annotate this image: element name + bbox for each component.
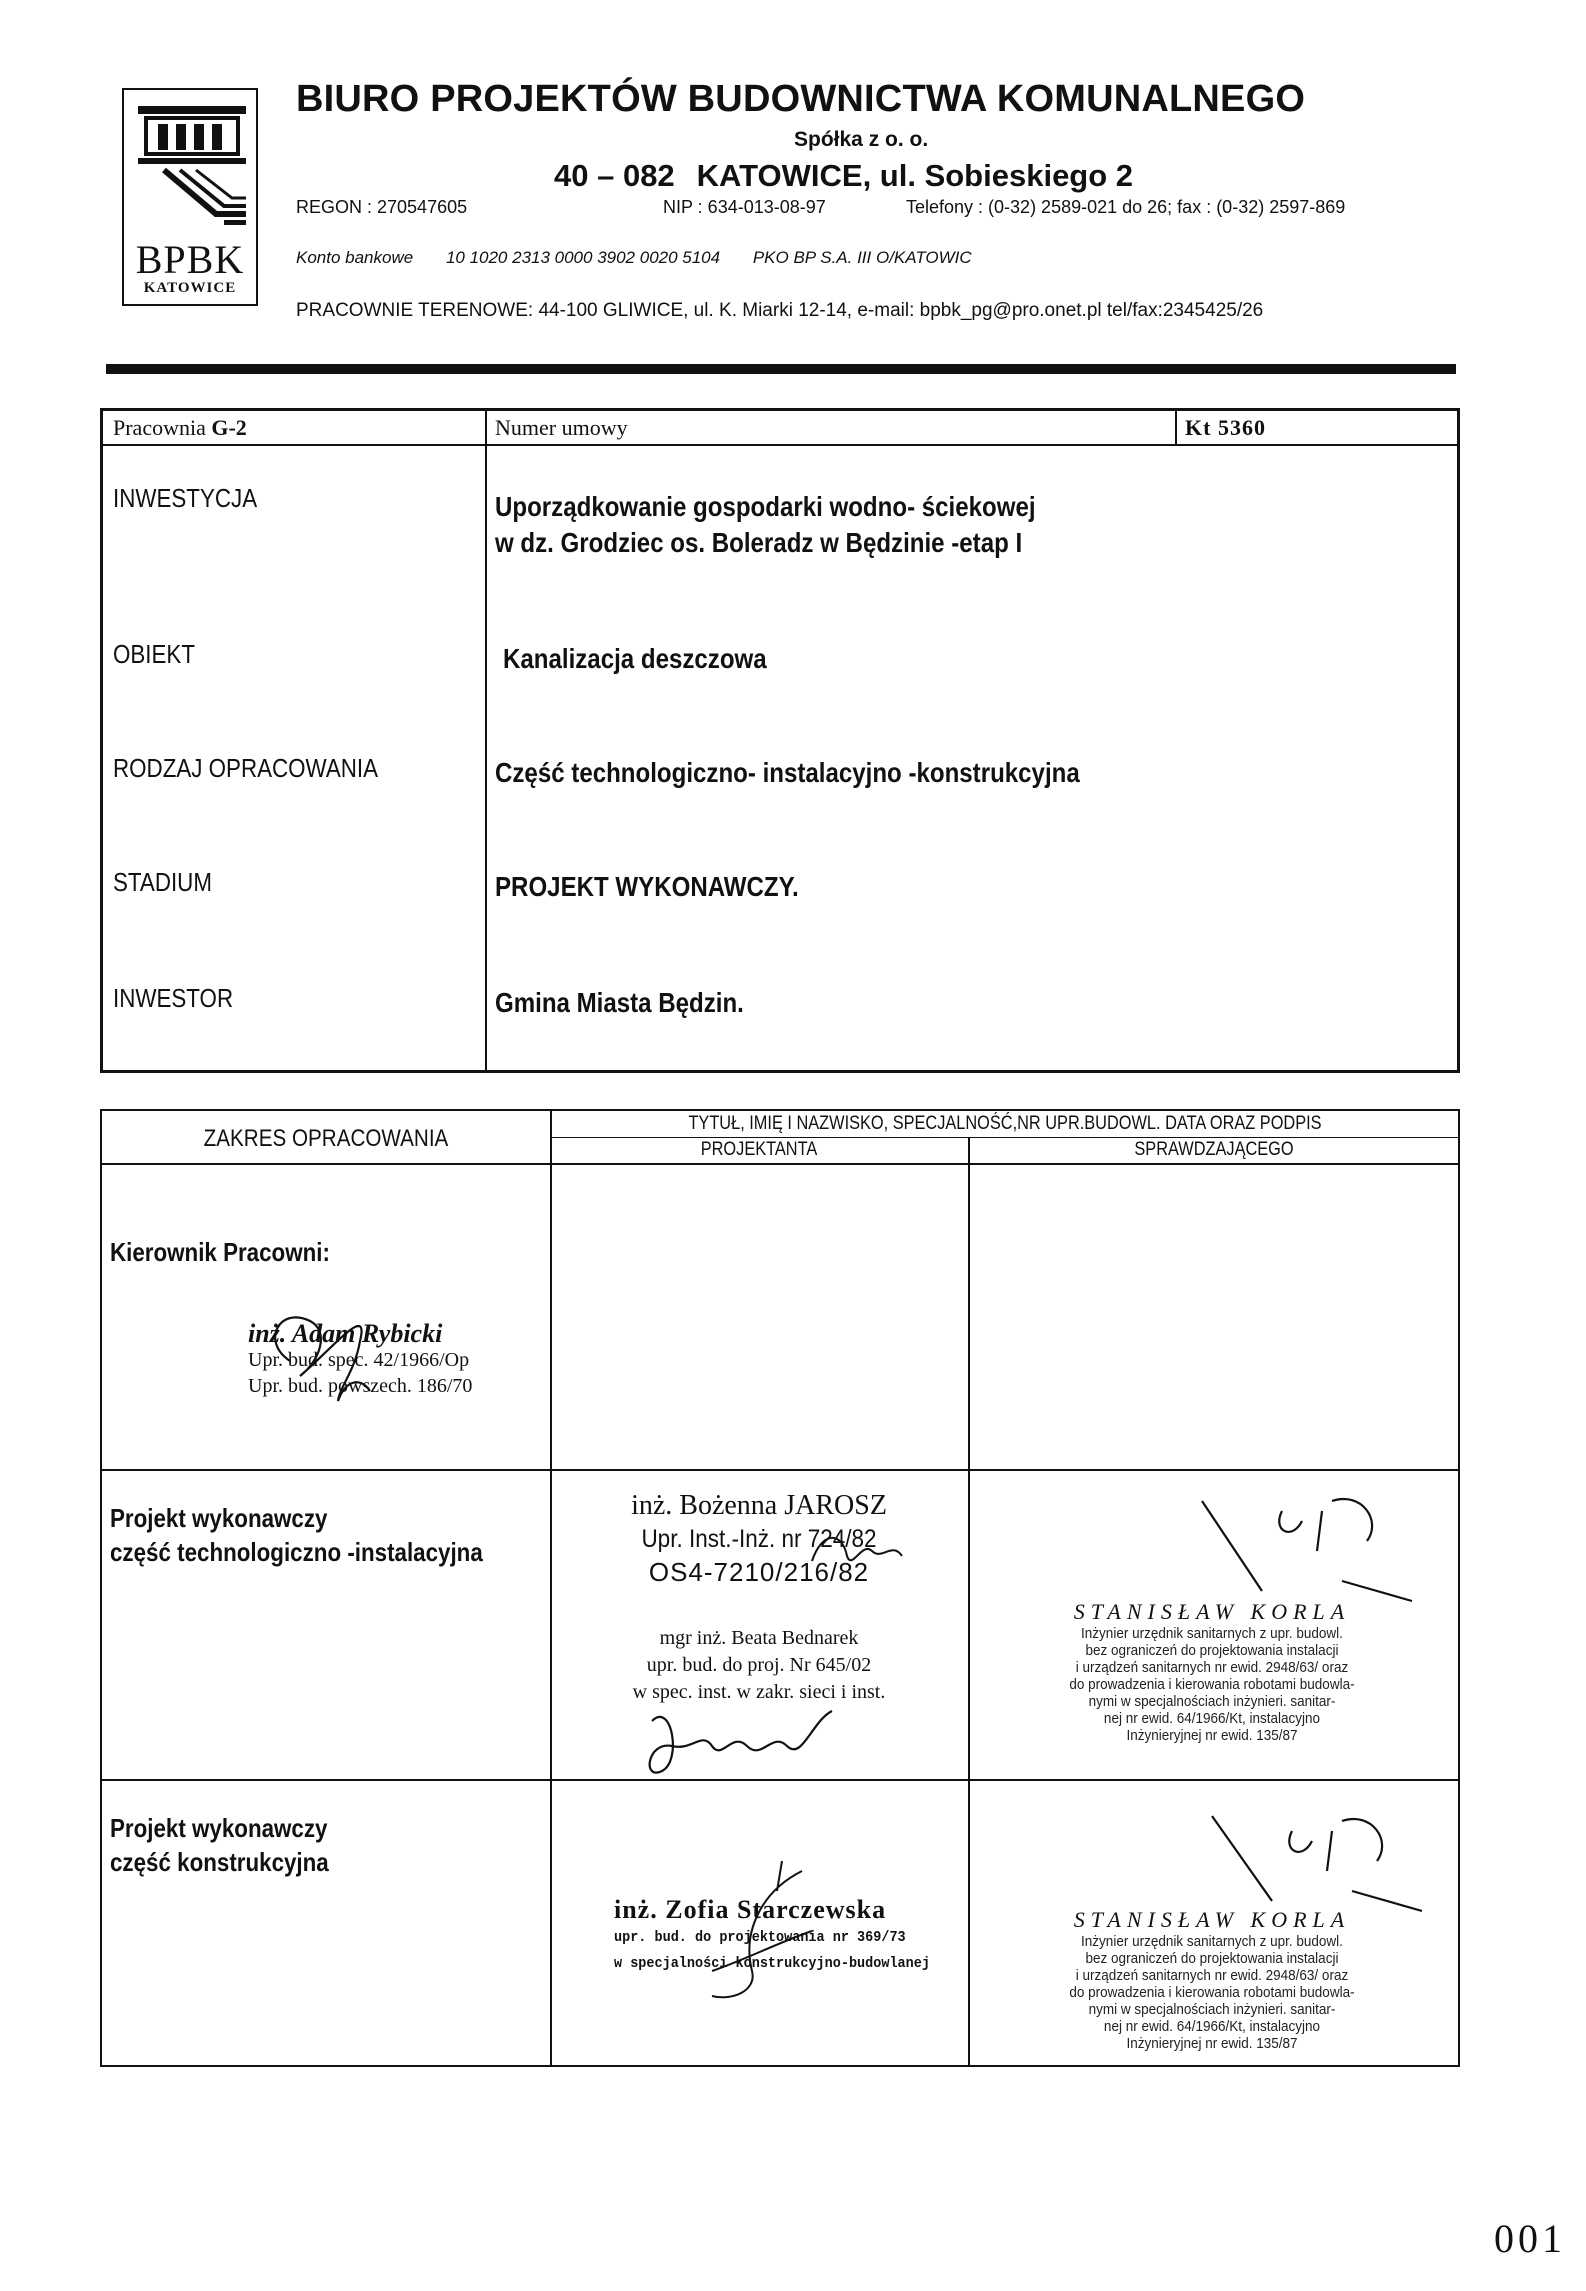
table-divider xyxy=(102,1779,1458,1781)
checker-stamp-korla xyxy=(1002,1907,1422,2052)
stage-value: PROJEKT WYKONAWCZY. xyxy=(495,871,799,902)
checker-name: STANISŁAW KORLA xyxy=(1073,1599,1351,1624)
contract-number: Kt 5360 xyxy=(1185,415,1266,440)
construction-scope xyxy=(110,1811,329,1879)
checker-credential-line: nej nr ewid. 64/1966/Kt, instalacyjno xyxy=(1103,2018,1321,2035)
workshop-field xyxy=(113,415,247,441)
checker-column-header: SPRAWDZAJĄCEGO xyxy=(1134,1139,1294,1160)
field-office-line: PRACOWNIE TERENOWE: 44-100 GLIWICE, ul. K. Miarki 12-14, e-mail: bpbk_pg@pro.onet.pl tel/fax:2345425/26 xyxy=(296,300,1264,321)
designer-license-1: Upr. Inst.-Inż. nr 724/82 xyxy=(641,1525,877,1553)
logo-city: KATOWICE xyxy=(143,280,237,296)
study-type-value: Część technologiczno- instalacyjno -konstrukcyjna xyxy=(495,757,1080,788)
head-of-workshop-label: Kierownik Pracowni: xyxy=(110,1237,330,1267)
company-address xyxy=(554,158,1133,194)
investor-label: INWESTOR xyxy=(113,983,234,1013)
bank-label: Konto bankowe xyxy=(296,248,414,267)
regon-number: REGON : 270547605 xyxy=(296,197,468,217)
scope-column-header: ZAKRES OPRACOWANIA xyxy=(203,1125,449,1152)
co-designer-signature-icon xyxy=(632,1701,852,1791)
project-info-table xyxy=(100,408,1460,1073)
bank-account-number: 10 1020 2313 0000 3902 0020 5104 xyxy=(445,248,721,267)
nip-number: NIP : 634-013-08-97 xyxy=(663,197,826,217)
construction-designer-license-2: w specjalności konstrukcyjno-budowlanej xyxy=(614,1955,930,1972)
bank-name: PKO BP S.A. III O/KATOWIC xyxy=(752,248,972,267)
table-divider xyxy=(103,444,1457,446)
investment-value-line1: Uporządkowanie gospodarki wodno- ściekowej xyxy=(495,491,1036,522)
head-license-1: Upr. bud. spec. 42/1966/Op xyxy=(248,1349,470,1371)
checker-credential-line: Inżynieryjnej nr ewid. 135/87 xyxy=(1126,1727,1298,1744)
object-value: Kanalizacja deszczowa xyxy=(503,643,767,674)
designer-column-header: PROJEKTANTA xyxy=(700,1139,818,1160)
table-divider xyxy=(485,411,487,1070)
table-divider xyxy=(968,1137,970,2065)
designer-stamp-starczewska xyxy=(614,1895,965,1977)
company-logo xyxy=(122,88,258,306)
checker-signature-icon xyxy=(1192,1481,1422,1611)
phone-numbers: Telefony : (0-32) 2589-021 do 26; fax : (0-32) 2597-869 xyxy=(906,197,1346,217)
checker-signature-icon xyxy=(1202,1801,1432,1921)
postal-code: 40 – 082 xyxy=(554,158,675,193)
checker-credential-line: do prowadzenia i kierowania robotami budowla- xyxy=(1069,1984,1355,2001)
technology-scope-line2: część technologiczno -instalacyjna xyxy=(110,1537,483,1567)
technology-scope xyxy=(110,1501,483,1569)
object-label: OBIEKT xyxy=(113,639,196,669)
checker-credential-line: Inżynieryjnej nr ewid. 135/87 xyxy=(1126,2035,1298,2052)
checker-credential-line: bez ograniczeń do projektowania instalacji xyxy=(1085,1642,1339,1659)
stage-label: STADIUM xyxy=(113,867,212,897)
co-designer-license-2: w spec. inst. w zakr. sieci i inst. xyxy=(632,1681,886,1703)
logo-abbreviation: BPBK xyxy=(135,237,245,282)
designer-name: inż. Bożenna JAROSZ xyxy=(631,1490,887,1521)
construction-scope-line2: część konstrukcyjna xyxy=(110,1847,329,1877)
investment-label: INWESTYCJA xyxy=(113,483,258,513)
header-divider xyxy=(106,364,1456,374)
checker-credential-line: nymi w specjalnościach inżynieri. sanitar- xyxy=(1088,1693,1336,1710)
head-of-workshop-stamp xyxy=(248,1321,472,1399)
study-type-label: RODZAJ OPRACOWANIA xyxy=(113,753,379,783)
building-emblem-icon xyxy=(124,90,260,240)
construction-designer-license-1: upr. bud. do projektowania nr 369/73 xyxy=(614,1929,906,1946)
designer-stamp-jarosz xyxy=(550,1489,968,1589)
construction-scope-line1: Projekt wykonawczy xyxy=(110,1813,328,1843)
investment-value xyxy=(495,489,1036,561)
checker-credential-line: do prowadzenia i kierowania robotami budowla- xyxy=(1069,1676,1355,1693)
checker-credential-line: Inżynier urzędnik sanitarnych z upr. budowl. xyxy=(1081,1625,1343,1642)
checker-credential-line: bez ograniczeń do projektowania instalacji xyxy=(1085,1950,1339,1967)
workshop-code: G-2 xyxy=(211,415,247,440)
checker-name: STANISŁAW KORLA xyxy=(1073,1907,1351,1932)
responsibility-table xyxy=(100,1109,1460,2067)
street-address: KATOWICE, ul. Sobieskiego 2 xyxy=(696,158,1134,193)
contract-label: Numer umowy xyxy=(495,415,628,440)
checker-credential-line: nej nr ewid. 64/1966/Kt, instalacyjno xyxy=(1103,1710,1321,1727)
company-legal-form: Spółka z o. o. xyxy=(794,128,929,151)
checker-credential-line: Inżynier urzędnik sanitarnych z upr. budowl. xyxy=(1081,1933,1343,1950)
co-designer-license-1: upr. bud. do proj. Nr 645/02 xyxy=(646,1654,872,1676)
checker-credential-line: i urządzeń sanitarnych nr ewid. 2948/63/ oraz xyxy=(1075,1967,1349,1984)
checker-stamp-korla xyxy=(1002,1599,1422,1744)
bank-account-line xyxy=(296,248,1000,268)
investor-value: Gmina Miasta Będzin. xyxy=(495,987,744,1018)
co-designer-stamp xyxy=(550,1625,968,1706)
table-divider xyxy=(102,1163,1458,1165)
table-divider xyxy=(102,1469,1458,1471)
checker-credential-line: nymi w specjalnościach inżynieri. sanitar- xyxy=(1088,2001,1336,2018)
construction-designer-name: inż. Zofia Starczewska xyxy=(614,1895,887,1924)
workshop-label: Pracownia xyxy=(113,415,206,440)
credentials-column-header: TYTUŁ, IMIĘ I NAZWISKO, SPECJALNOŚĆ,NR UPR.BUDOWL. DATA ORAZ PODPIS xyxy=(688,1113,1322,1134)
technology-scope-line1: Projekt wykonawczy xyxy=(110,1503,328,1533)
head-name: inż. Adam Rybicki xyxy=(248,1319,443,1348)
co-designer-name: mgr inż. Beata Bednarek xyxy=(659,1627,859,1649)
page-number: 001 xyxy=(1494,2216,1566,2261)
checker-credential-line: i urządzeń sanitarnych nr ewid. 2948/63/ oraz xyxy=(1075,1659,1349,1676)
table-divider xyxy=(550,1137,1460,1138)
table-divider xyxy=(1175,411,1177,444)
designer-license-2: OS4-7210/216/82 xyxy=(648,1557,870,1587)
head-license-2: Upr. bud. powszech. 186/70 xyxy=(248,1375,473,1397)
investment-value-line2: w dz. Grodziec os. Boleradz w Będzinie -etap I xyxy=(495,527,1023,558)
company-name: BIURO PROJEKTÓW BUDOWNICTWA KOMUNALNEGO xyxy=(296,78,1306,120)
